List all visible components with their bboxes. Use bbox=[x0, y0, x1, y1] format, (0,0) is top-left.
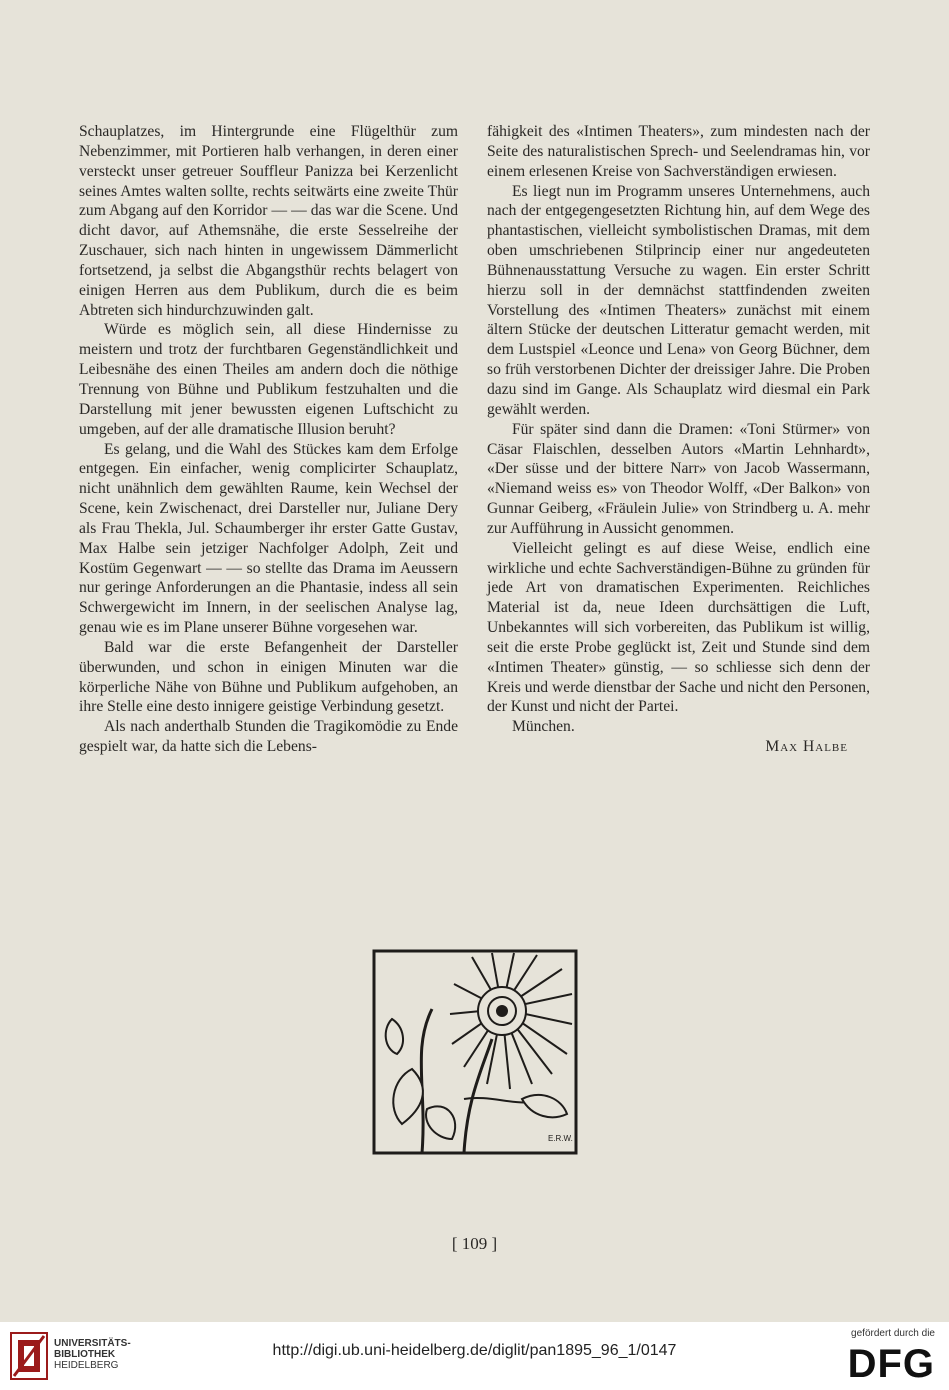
paragraph: Als nach anderthalb Stunden die Tragikomödie zu Ende gespielt war, da hatte sich die Lebens- bbox=[79, 718, 458, 756]
paragraph: Es gelang, und die Wahl des Stückes kam dem Erfolge entgegen. Ein einfacher, wenig complicirter Schauplatz, nicht unähnlich dem gewählten Raume, kein Wechsel der Scene, kein Zwischenact, drei Darsteller nur, Juliane Dery als Frau Thekla, Jul. Schaumberger ihr erster Gatte Gustav, Max Halbe sein jetziger Nachfolger Adolph, Zeit und Kostüm Gegenwart — — so stellte das Drama im Aeussern nur geringe Anforderungen an die Phantasie, indess all sein Schwergewicht im Innern, in der seelischen Analyse lag, genau wie es im Plane unserer Bühne vorgesehen war. bbox=[79, 440, 458, 637]
footer-bar bbox=[0, 1322, 949, 1390]
dfg-logo: DFG bbox=[847, 1342, 935, 1386]
paragraph: fähigkeit des «Intimen Theaters», zum mindesten nach der Seite des naturalistischen Sprech- und Seelendramas hin, vor einem erlesenen Kreise von Sachverständigen erwiesen. bbox=[487, 123, 870, 180]
paragraph: Vielleicht gelingt es auf diese Weise, endlich eine wirkliche und echte Sachverständigen-Bühne zu gründen für jede Art von dramatischen Experimenten. Reichliches Material ist da, neue Ideen durchsättigen die Luft, Unbekanntes will sich vorbereiten, das Publikum ist willig, seit die erste Probe geglückt ist, Zeit und Stunde sind dem «Intimen Theater» günstig, — so schliesse sich denn der Kreis und werde dienstbar der Sache und nicht den Personen, der Kunst und nicht der Partei. bbox=[487, 539, 870, 716]
library-name-line: HEIDELBERG bbox=[54, 1360, 119, 1371]
library-name-line: BIBLIOTHEK bbox=[54, 1349, 116, 1360]
ornament-monogram: E.R.W. bbox=[548, 1134, 573, 1143]
right-column bbox=[487, 122, 870, 757]
paragraph: München. bbox=[511, 718, 575, 736]
flower-ornament bbox=[372, 949, 578, 1155]
left-column bbox=[79, 122, 458, 757]
paragraph: Es liegt nun im Programm unseres Unternehmens, auch nach der entgegengesetzten Richtung hin, auf dem Wege des phantastischen, vielleicht symbolistischen Dramas, mit dem oben umschriebenen Stilprincip einer nur angedeuteten Bühnenausstattung Versuche zu wagen. Ein erster Schritt hierzu soll in der demnächst stattfindenden zweiten Vorstellung des «Intimen Theaters» zunächst mit einem ältern Stücke der deutschen Litteratur gemacht werden, mit dem Lustspiel «Leonce und Lena» von Georg Büchner, dem so früh verstorbenen Dichter der dreissiger Jahre. Die Proben dazu sind im Gange. Als Schauplatz wird diesmal ein Park gewählt werden. bbox=[487, 182, 870, 418]
paragraph: Bald war die erste Befangenheit der Darsteller überwunden, und schon in einigen Minuten war die körperliche Nähe von Bühne und Publikum aufgehoben, an ihre Stelle eine desto innigere geistige Verbindung gesetzt. bbox=[79, 638, 458, 716]
funding-caption: gefördert durch die bbox=[851, 1328, 935, 1339]
paragraph: Würde es möglich sein, all diese Hindernisse zu meistern und trotz der furchtbaren Gegenständlichkeit und Leibesnähe des einen Theiles am andern doch die nöthige Trennung von Bühne und Publikum festzuhalten und die Darstellung mit jener bewussten eigenen Luftschicht zu umgeben, auf der alle dramatische Illusion beruht? bbox=[79, 321, 458, 438]
source-url[interactable]: http://digi.ub.uni-heidelberg.de/diglit/pan1895_96_1/0147 bbox=[272, 1342, 677, 1359]
paragraph: Für später sind dann die Dramen: «Toni Stürmer» von Cäsar Flaischlen, desselben Autors «Martin Lehnhardt», «Der süsse und der bittere Narr» von Jacob Wassermann, «Niemand weiss es» von Theodor Wolff, «Der Balkon» von Gunnar Geiberg, «Fräulein Julie» von Strindberg u. A. mehr zur Aufführung in Aussicht genommen. bbox=[487, 420, 870, 537]
author-signature: Max Halbe bbox=[765, 738, 848, 756]
page-number: [ 109 ] bbox=[451, 1234, 498, 1253]
library-name-line: UNIVERSITÄTS- bbox=[54, 1338, 131, 1349]
paragraph: Schauplatzes, im Hintergrunde eine Flügelthür zum Nebenzimmer, mit Portieren halb verhangen, in deren einer versteckt unser getreuer Souffleur Panizza bei Kerzenlicht seines Amtes walten sollte, rechts seitwärts eine zweite Thür zum Abgang auf den Korridor — — das war die Scene. Und dicht davor, auf Athemsnähe, die erste Sesselreihe der Zuschauer, sich nach hinten in ungewissem Dämmerlicht fortsetzend, ja selbst die Abgangsthür rechts belagert von einigen Herren aus dem Publikum, durch die es beim Abtreten sich hindurchzuwinden galt. bbox=[79, 123, 458, 319]
